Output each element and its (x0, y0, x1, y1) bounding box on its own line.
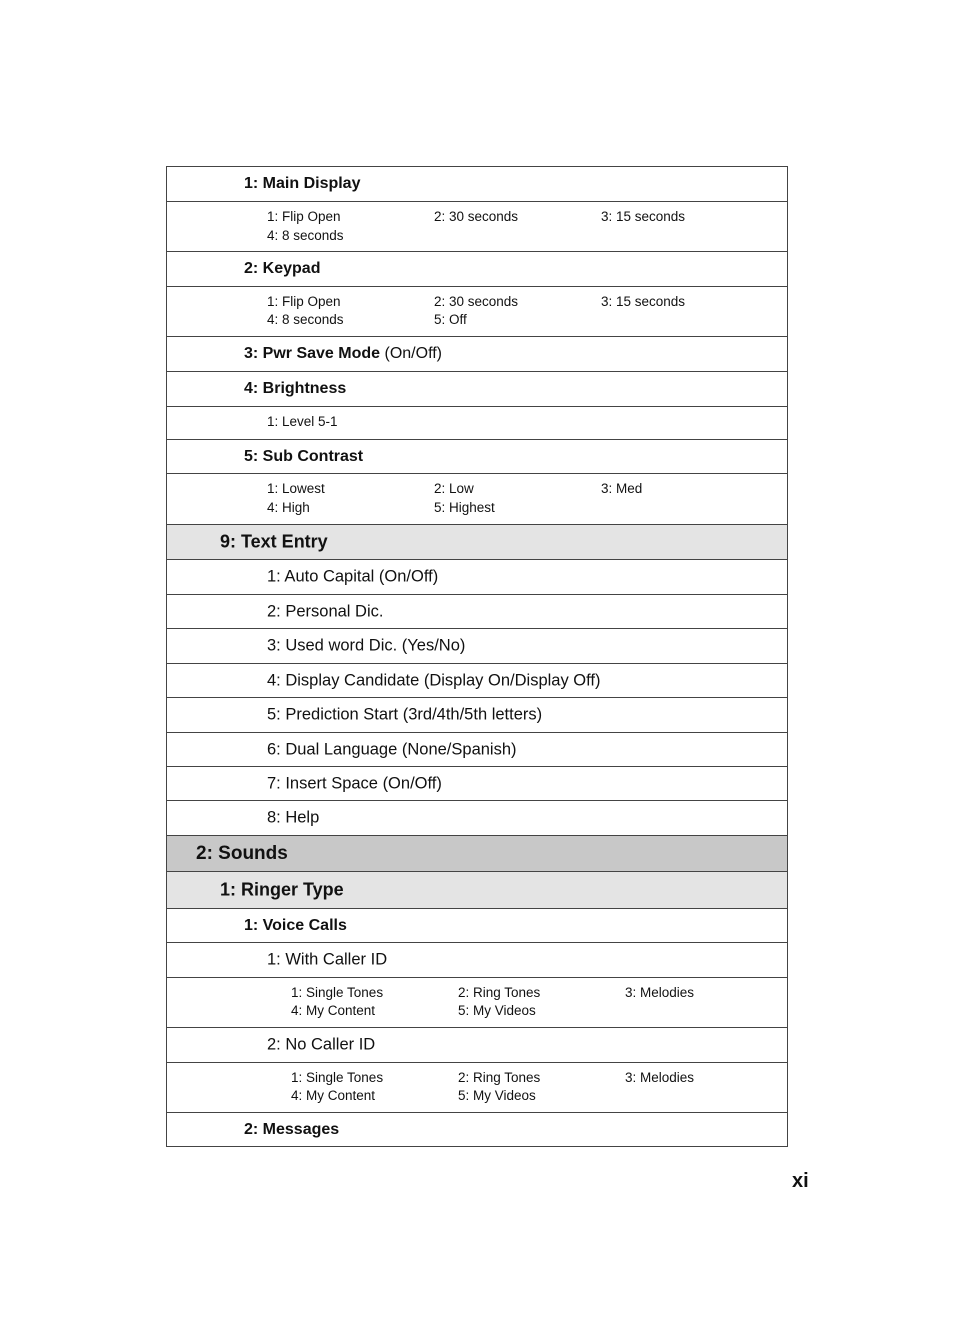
brightness-title: 4: Brightness (244, 380, 347, 397)
text-entry-header (167, 525, 787, 560)
brightness-options (167, 407, 787, 440)
sub-contrast-header (167, 440, 787, 474)
option: 5: Highest (434, 500, 495, 515)
text-entry-item (167, 767, 787, 801)
ringer-type-header (167, 872, 787, 909)
ringer-type-title: 1: Ringer Type (220, 879, 344, 900)
option: 1: Single Tones (291, 1070, 384, 1085)
sounds-header (167, 836, 787, 872)
option: 4: High (267, 500, 310, 515)
brightness-header (167, 372, 787, 407)
option: 1: Flip Open (267, 209, 341, 224)
text-entry-item (167, 595, 787, 629)
text-entry-item-label: 6: Dual Language (None/Spanish) (267, 740, 517, 758)
option: 5: Off (434, 312, 467, 327)
no-caller-id-title: 2: No Caller ID (267, 1035, 376, 1054)
text-entry-item (167, 801, 787, 836)
text-entry-item (167, 560, 787, 595)
text-entry-item (167, 629, 787, 664)
text-entry-title: 9: Text Entry (220, 531, 328, 552)
option: 1: Lowest (267, 481, 325, 496)
main-display-options (167, 202, 787, 252)
voice-calls-header (167, 909, 787, 943)
option: 3: Melodies (625, 985, 695, 1000)
main-display-header (167, 167, 787, 202)
text-entry-item-label: 3: Used word Dic. (Yes/No) (267, 636, 466, 655)
option: 2: Ring Tones (458, 1070, 541, 1085)
messages-title: 2: Messages (244, 1120, 340, 1138)
text-entry-item-label: 8: Help (267, 808, 320, 827)
option: 1: Single Tones (291, 985, 384, 1000)
sounds-title: 2: Sounds (196, 842, 288, 864)
option: 3: Melodies (625, 1070, 695, 1085)
text-entry-item-label: 7: Insert Space (On/Off) (267, 774, 442, 792)
no-caller-id-row (167, 1028, 787, 1063)
with-caller-id-row (167, 943, 787, 978)
text-entry-item (167, 698, 787, 733)
text-entry-item (167, 733, 787, 767)
text-entry-item-label: 1: Auto Capital (On/Off) (267, 567, 439, 586)
option: 2: 30 seconds (434, 209, 519, 224)
option: 5: My Videos (458, 1003, 536, 1018)
pwr-save-mode-header (167, 337, 787, 372)
with-caller-id-options (167, 978, 787, 1028)
text-entry-item-label: 5: Prediction Start (3rd/4th/5th letters) (267, 705, 543, 724)
pwr-save-mode-suffix: (On/Off) (384, 345, 442, 362)
messages-header (167, 1113, 787, 1147)
settings-menu-table (166, 166, 788, 1147)
option: 1: Flip Open (267, 294, 341, 309)
option: 1: Level 5-1 (267, 414, 338, 429)
text-entry-item-label: 2: Personal Dic. (267, 602, 384, 620)
page-number: xi (792, 1170, 809, 1192)
pwr-save-mode-title: 3: Pwr Save Mode (244, 345, 381, 362)
text-entry-item-label: 4: Display Candidate (Display On/Display Off) (267, 671, 601, 689)
sub-contrast-options (167, 474, 787, 525)
option: 4: 8 seconds (267, 228, 344, 243)
option: 2: Ring Tones (458, 985, 541, 1000)
option: 2: Low (434, 481, 474, 496)
option: 4: 8 seconds (267, 312, 344, 327)
option: 3: Med (601, 481, 643, 496)
option: 3: 15 seconds (601, 209, 686, 224)
keypad-header (167, 252, 787, 287)
text-entry-item (167, 664, 787, 698)
sub-contrast-title: 5: Sub Contrast (244, 447, 364, 465)
keypad-title: 2: Keypad (244, 260, 321, 277)
option: 4: My Content (291, 1003, 376, 1018)
voice-calls-title: 1: Voice Calls (244, 916, 347, 934)
option: 3: 15 seconds (601, 294, 686, 309)
option: 4: My Content (291, 1088, 376, 1103)
option: 5: My Videos (458, 1088, 536, 1103)
main-display-title: 1: Main Display (244, 175, 361, 192)
no-caller-id-options (167, 1063, 787, 1113)
with-caller-id-title: 1: With Caller ID (267, 950, 388, 969)
keypad-options (167, 287, 787, 337)
option: 2: 30 seconds (434, 294, 519, 309)
